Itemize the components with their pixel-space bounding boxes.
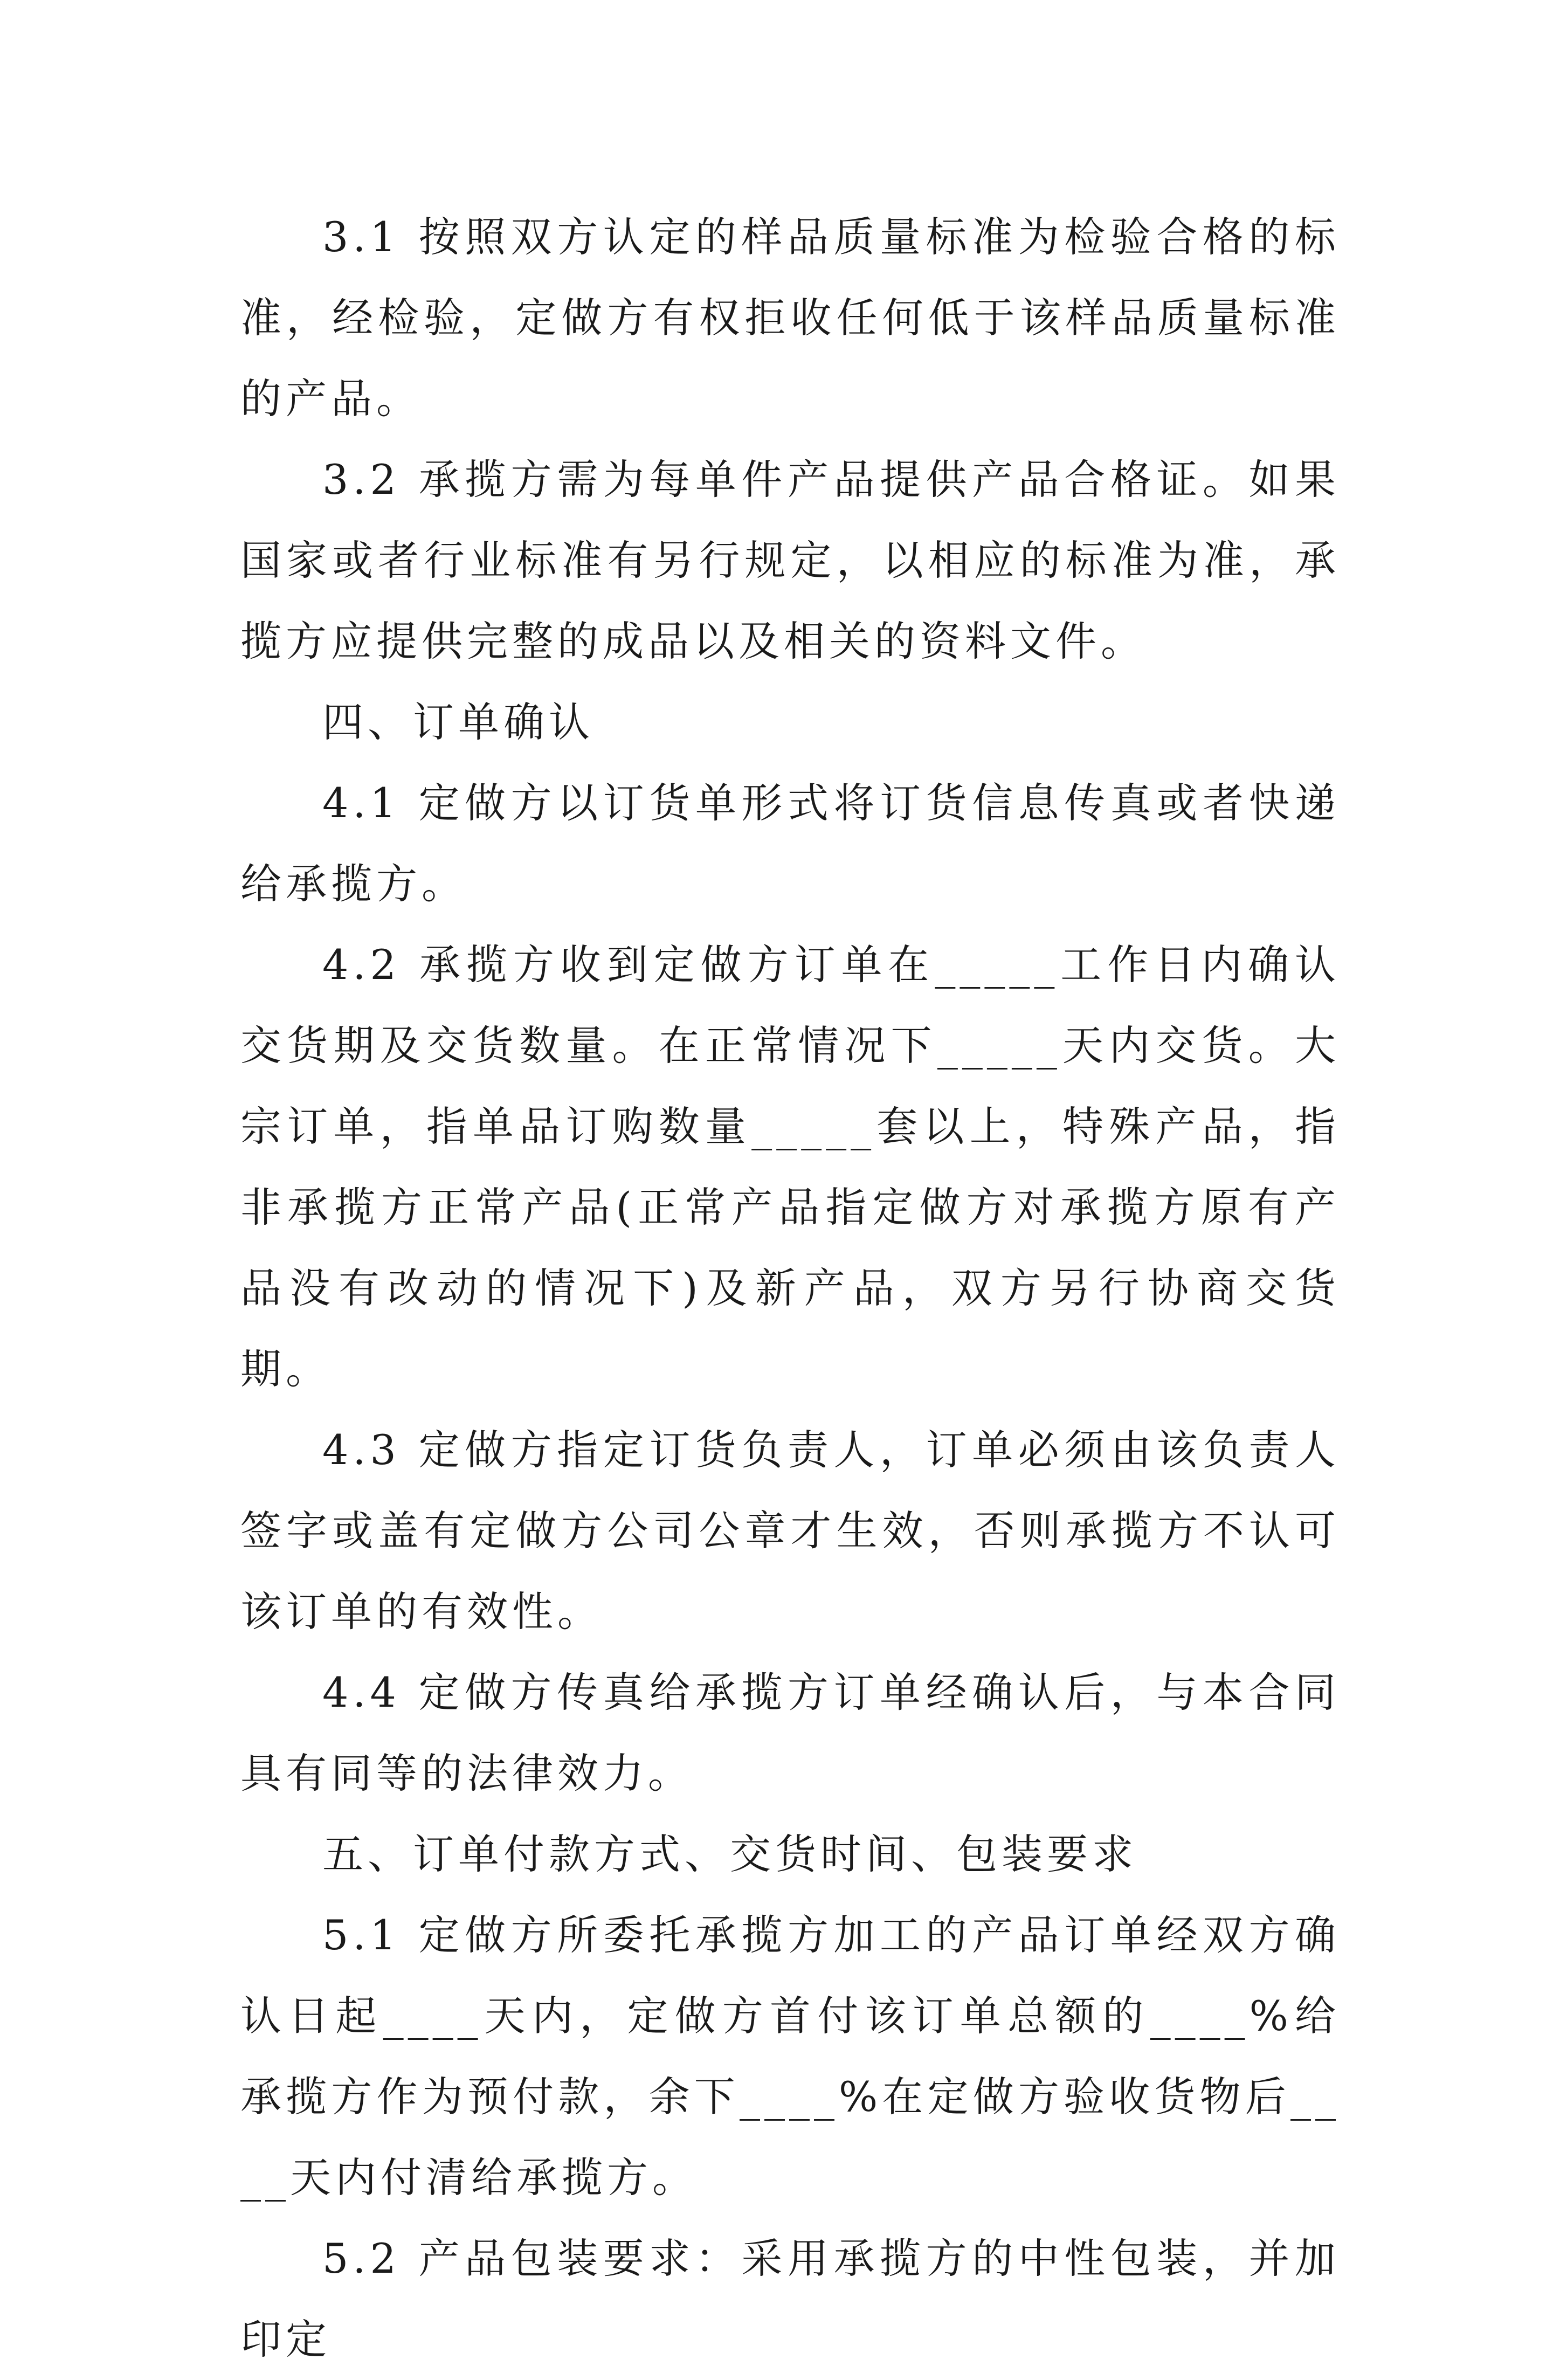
clause-4-1: 4.1 定做方以订货单形式将订货信息传真或者快递给承揽方。	[240, 779, 1340, 908]
clause-3-1: 3.1 按照双方认定的样品质量标准为检验合格的标准，经检验，定做方有权拒收任何低于该样品质量标准的产品。	[240, 213, 1340, 423]
clause-4-2: 4.2 承揽方收到定做方订单在_____工作日内确认交货期及交货数量。在正常情况下_____天内交货。大宗订单，指单品订购数量_____套以上，特殊产品，指非承揽方正常产品(正常产品指定做方对承揽方原有产品没有改动的情况下)及新产品，双方另行协商交货期。	[240, 941, 1340, 1393]
clause-5-2: 5.2 产品包装要求：采用承揽方的中性包装，并加印定	[240, 2234, 1340, 2363]
section-heading-payment-delivery-packaging: 五、订单付款方式、交货时间、包装要求	[322, 1830, 1137, 1878]
clause-4-3: 4.3 定做方指定订货负责人，订单必须由该负责人签字或盖有定做方公司公章才生效，否则承揽方不认可该订单的有效性。	[240, 1426, 1340, 1636]
clause-3-2: 3.2 承揽方需为每单件产品提供产品合格证。如果国家或者行业标准有另行规定，以相应的标准为准，承揽方应提供完整的成品以及相关的资料文件。	[240, 456, 1340, 665]
clause-5-1: 5.1 定做方所委托承揽方加工的产品订单经双方确认日起____天内，定做方首付该订单总额的____%给承揽方作为预付款，余下____%在定做方验收货物后____天内付清给承揽方。	[240, 1911, 1340, 2202]
section-heading-order-confirmation: 四、订单确认	[322, 698, 594, 746]
document-body	[240, 197, 1340, 2380]
clause-4-4: 4.4 定做方传真给承揽方订单经确认后，与本合同具有同等的法律效力。	[240, 1668, 1340, 1797]
